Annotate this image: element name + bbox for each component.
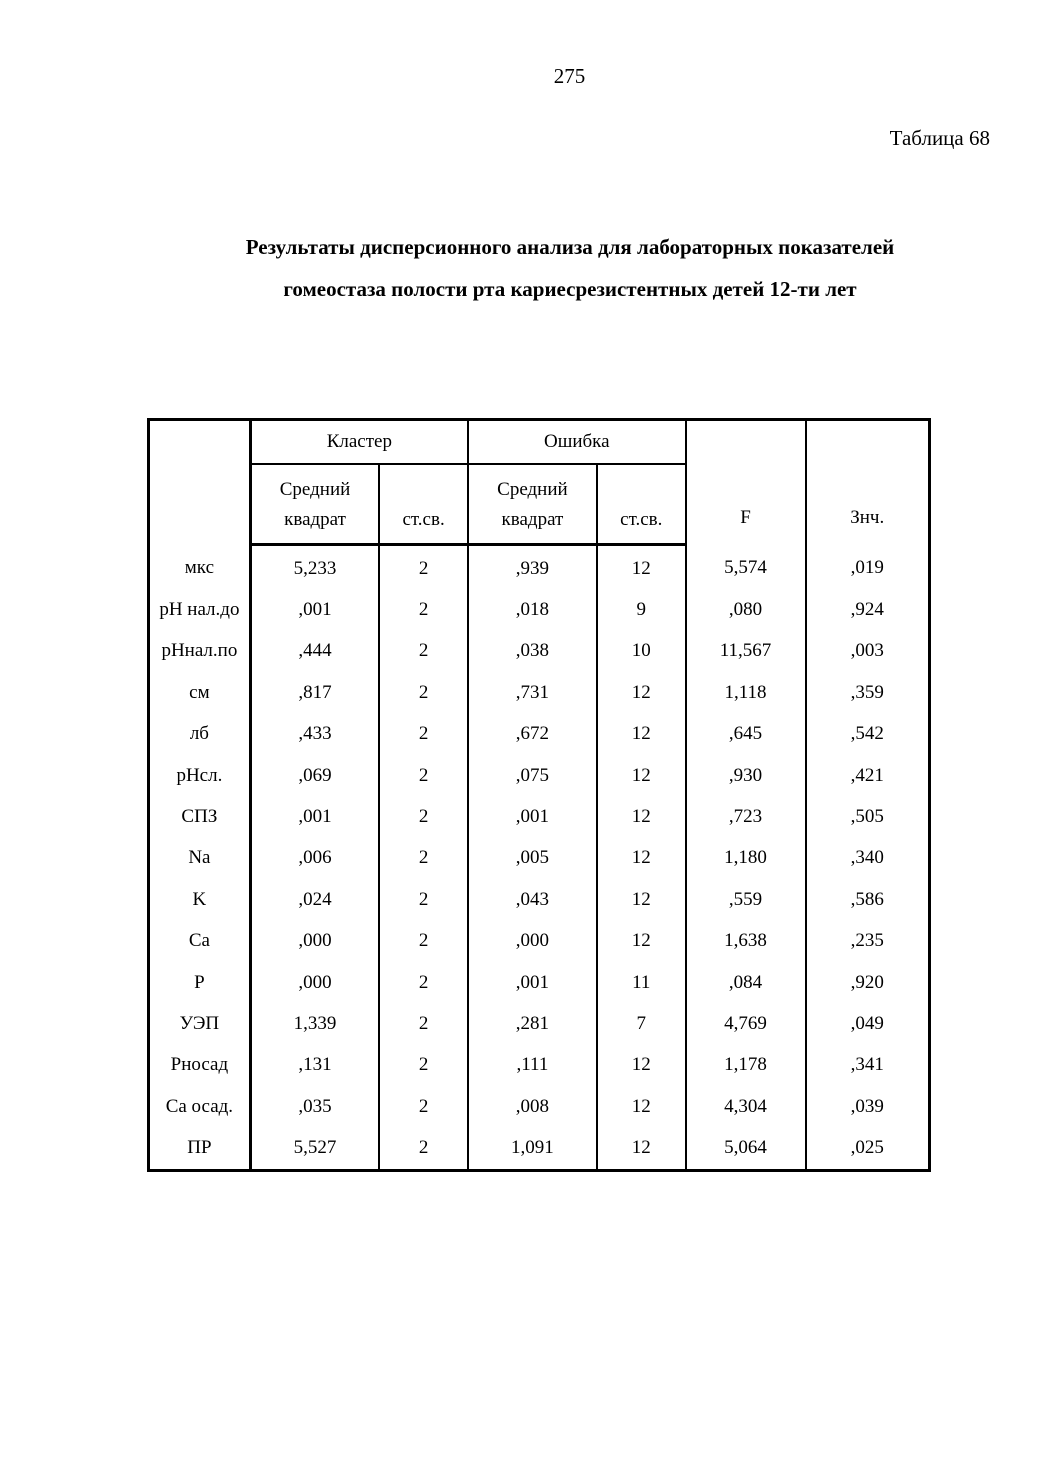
- cluster-df: 2: [379, 962, 468, 1003]
- error-mean-square: ,075: [468, 755, 597, 796]
- row-label: pH нал.до: [149, 589, 251, 630]
- table-row: [149, 838, 930, 879]
- table-title: [100, 226, 1039, 310]
- row-label: УЭП: [149, 1003, 251, 1044]
- cluster-mean-square: 5,233: [250, 545, 379, 590]
- anova-results-table: [147, 418, 931, 1172]
- f-value: 1,638: [686, 921, 806, 962]
- error-df: 10: [597, 631, 686, 672]
- significance: ,341: [806, 1045, 930, 1086]
- cluster-df: 2: [379, 672, 468, 713]
- f-value: ,930: [686, 755, 806, 796]
- f-value: ,645: [686, 714, 806, 755]
- cluster-df: 2: [379, 921, 468, 962]
- error-df: 12: [597, 545, 686, 590]
- table-row: [149, 714, 930, 755]
- table-row: [149, 1127, 930, 1170]
- row-label: Pносад: [149, 1045, 251, 1086]
- cluster-mean-square: ,444: [250, 631, 379, 672]
- error-mean-square: 1,091: [468, 1127, 597, 1170]
- f-value: 5,574: [686, 545, 806, 590]
- significance: ,025: [806, 1127, 930, 1170]
- error-df: 7: [597, 1003, 686, 1044]
- significance: ,920: [806, 962, 930, 1003]
- f-value: 1,118: [686, 672, 806, 713]
- row-label: P: [149, 962, 251, 1003]
- row-label: мкс: [149, 545, 251, 590]
- significance: ,542: [806, 714, 930, 755]
- error-df: 12: [597, 755, 686, 796]
- header-error-df-spacer: [597, 464, 686, 505]
- table-row: [149, 672, 930, 713]
- header-cluster-df: ст.св.: [379, 505, 468, 545]
- error-df: 12: [597, 714, 686, 755]
- row-label: pHнал.по: [149, 631, 251, 672]
- error-mean-square: ,731: [468, 672, 597, 713]
- error-mean-square: ,111: [468, 1045, 597, 1086]
- f-value: 11,567: [686, 631, 806, 672]
- error-mean-square: ,001: [468, 796, 597, 837]
- error-mean-square: ,939: [468, 545, 597, 590]
- header-cluster-mean-square-line2: квадрат: [250, 505, 379, 545]
- f-value: ,080: [686, 589, 806, 630]
- header-cluster: Кластер: [250, 420, 468, 465]
- table-row: [149, 879, 930, 920]
- error-df: 12: [597, 1086, 686, 1127]
- row-label: Ca: [149, 921, 251, 962]
- title-line-2: гомеостаза полости рта кариесрезистентных детей 12-ти лет: [283, 277, 857, 301]
- error-df: 11: [597, 962, 686, 1003]
- row-label: Na: [149, 838, 251, 879]
- error-df: 12: [597, 921, 686, 962]
- row-label: Ca осад.: [149, 1086, 251, 1127]
- table-row: [149, 1086, 930, 1127]
- header-sig: Знч.: [806, 420, 930, 545]
- table-row: [149, 755, 930, 796]
- cluster-df: 2: [379, 1086, 468, 1127]
- significance: ,421: [806, 755, 930, 796]
- cluster-mean-square: ,433: [250, 714, 379, 755]
- header-cluster-df-spacer: [379, 464, 468, 505]
- error-df: 12: [597, 1045, 686, 1086]
- table-row: [149, 589, 930, 630]
- header-cluster-mean-square-line1: Средний: [250, 464, 379, 505]
- significance: ,586: [806, 879, 930, 920]
- cluster-df: 2: [379, 1045, 468, 1086]
- table-row: [149, 1003, 930, 1044]
- error-df: 12: [597, 796, 686, 837]
- error-mean-square: ,001: [468, 962, 597, 1003]
- significance: ,039: [806, 1086, 930, 1127]
- cluster-df: 2: [379, 879, 468, 920]
- cluster-mean-square: 1,339: [250, 1003, 379, 1044]
- error-mean-square: ,005: [468, 838, 597, 879]
- cluster-df: 2: [379, 714, 468, 755]
- cluster-df: 2: [379, 1127, 468, 1170]
- cluster-df: 2: [379, 755, 468, 796]
- f-value: 4,769: [686, 1003, 806, 1044]
- cluster-mean-square: ,000: [250, 921, 379, 962]
- f-value: 5,064: [686, 1127, 806, 1170]
- header-error: Ошибка: [468, 420, 686, 465]
- cluster-mean-square: ,035: [250, 1086, 379, 1127]
- error-mean-square: ,000: [468, 921, 597, 962]
- error-mean-square: ,043: [468, 879, 597, 920]
- f-value: ,559: [686, 879, 806, 920]
- f-value: ,723: [686, 796, 806, 837]
- table-body: [149, 545, 930, 1171]
- significance: ,235: [806, 921, 930, 962]
- f-value: 1,180: [686, 838, 806, 879]
- table-row: [149, 962, 930, 1003]
- error-mean-square: ,018: [468, 589, 597, 630]
- cluster-mean-square: ,006: [250, 838, 379, 879]
- error-df: 12: [597, 879, 686, 920]
- cluster-mean-square: ,131: [250, 1045, 379, 1086]
- row-label: СПЗ: [149, 796, 251, 837]
- header-corner-cell: [149, 420, 251, 545]
- row-label: см: [149, 672, 251, 713]
- page-number: 275: [553, 64, 586, 88]
- cluster-df: 2: [379, 1003, 468, 1044]
- table-row: [149, 796, 930, 837]
- cluster-mean-square: ,001: [250, 796, 379, 837]
- header-error-df: ст.св.: [597, 505, 686, 545]
- f-value: ,084: [686, 962, 806, 1003]
- f-value: 1,178: [686, 1045, 806, 1086]
- cluster-df: 2: [379, 796, 468, 837]
- significance: ,505: [806, 796, 930, 837]
- row-label: pHсл.: [149, 755, 251, 796]
- cluster-mean-square: ,001: [250, 589, 379, 630]
- significance: ,003: [806, 631, 930, 672]
- error-mean-square: ,038: [468, 631, 597, 672]
- cluster-mean-square: ,000: [250, 962, 379, 1003]
- cluster-mean-square: ,817: [250, 672, 379, 713]
- error-mean-square: ,672: [468, 714, 597, 755]
- significance: ,019: [806, 545, 930, 590]
- table-label: Таблица 68: [889, 126, 990, 150]
- significance: ,340: [806, 838, 930, 879]
- row-label: лб: [149, 714, 251, 755]
- cluster-df: 2: [379, 545, 468, 590]
- header-f: F: [686, 420, 806, 545]
- error-df: 12: [597, 1127, 686, 1170]
- header-error-mean-square-line1: Средний: [468, 464, 597, 505]
- error-mean-square: ,281: [468, 1003, 597, 1044]
- table-row: [149, 1045, 930, 1086]
- error-df: 12: [597, 672, 686, 713]
- title-line-1: Результаты дисперсионного анализа для лабораторных показателей: [245, 235, 895, 259]
- error-df: 9: [597, 589, 686, 630]
- cluster-df: 2: [379, 589, 468, 630]
- cluster-mean-square: ,024: [250, 879, 379, 920]
- row-label: ПР: [149, 1127, 251, 1170]
- error-mean-square: ,008: [468, 1086, 597, 1127]
- table-row: [149, 631, 930, 672]
- row-label: K: [149, 879, 251, 920]
- significance: ,359: [806, 672, 930, 713]
- header-error-mean-square-line2: квадрат: [468, 505, 597, 545]
- table-row: [149, 921, 930, 962]
- cluster-df: 2: [379, 631, 468, 672]
- f-value: 4,304: [686, 1086, 806, 1127]
- significance: ,924: [806, 589, 930, 630]
- cluster-mean-square: ,069: [250, 755, 379, 796]
- cluster-mean-square: 5,527: [250, 1127, 379, 1170]
- error-df: 12: [597, 838, 686, 879]
- cluster-df: 2: [379, 838, 468, 879]
- table-row: [149, 545, 930, 590]
- significance: ,049: [806, 1003, 930, 1044]
